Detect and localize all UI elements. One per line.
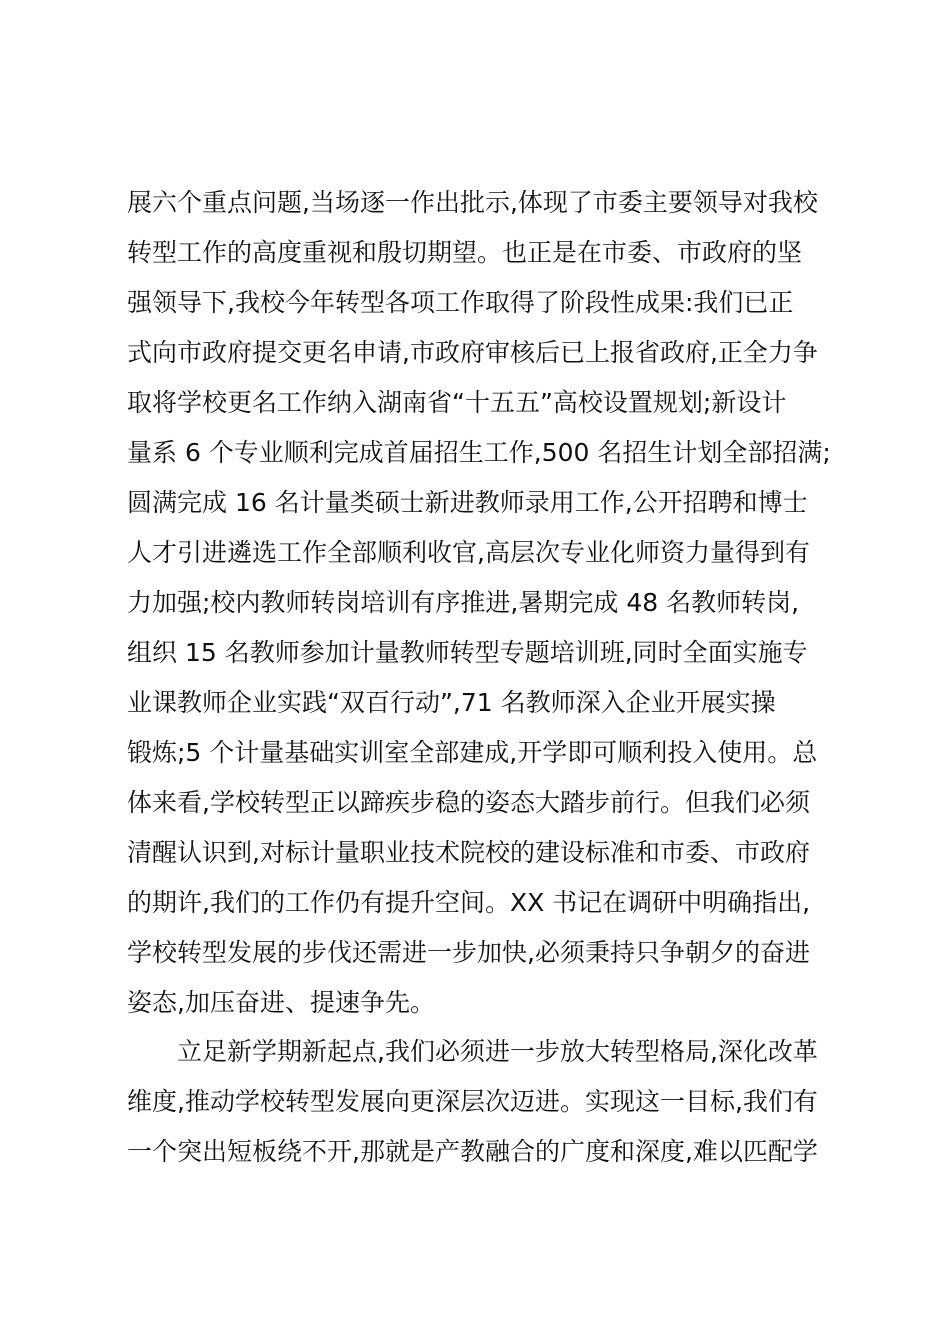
text-line: 学校转型发展的步伐还需进一步加快,必须秉持只争朝夕的奋进	[127, 938, 810, 967]
text-line: 圆满完成 16 名计量类硕士新进教师录用工作,公开招聘和博士	[127, 488, 808, 517]
text-line: 姿态,加压奋进、提速争先。	[127, 988, 435, 1017]
paragraph-2	[127, 1027, 847, 1177]
text-line: 体来看,学校转型正以蹄疾步稳的姿态大踏步前行。但我们必须	[127, 788, 810, 817]
text-line: 力加强;校内教师转岗培训有序推进,暑期完成 48 名教师转岗,	[127, 588, 800, 617]
paragraph-1	[127, 178, 847, 1028]
text-line: 锻炼;5 个计量基础实训室全部建成,开学即可顺利投入使用。总	[127, 738, 818, 767]
text-line: 组织 15 名教师参加计量教师转型专题培训班,同时全面实施专	[127, 638, 808, 667]
text-line: 维度,推动学校转型发展向更深层次迈进。实现这一目标,我们有	[127, 1087, 818, 1116]
text-line: 量系 6 个专业顺利完成首届招生工作,500 名招生计划全部招满;	[127, 438, 831, 467]
text-line: 式向市政府提交更名申请,市政府审核后已上报省政府,正全力争	[127, 338, 818, 367]
text-line: 的期许,我们的工作仍有提升空间。XX 书记在调研中明确指出,	[127, 888, 811, 917]
text-line: 业课教师企业实践“双百行动”,71 名教师深入企业开展实操	[127, 688, 776, 717]
text-line: 一个突出短板绕不开,那就是产教融合的广度和深度,难以匹配学	[127, 1137, 818, 1166]
text-line: 取将学校更名工作纳入湖南省“十五五”高校设置规划;新设计	[127, 388, 787, 417]
text-line: 立足新学期新起点,我们必须进一步放大转型格局,深化改革	[127, 1037, 818, 1066]
text-line: 转型工作的高度重视和殷切期望。也正是在市委、市政府的坚	[127, 238, 803, 267]
text-line: 清醒认识到,对标计量职业技术院校的建设标准和市委、市政府	[127, 838, 810, 867]
text-line: 展六个重点问题,当场逐一作出批示,体现了市委主要领导对我校	[127, 188, 818, 217]
text-line: 人才引进遴选工作全部顺利收官,高层次专业化师资力量得到有	[127, 538, 810, 567]
text-line: 强领导下,我校今年转型各项工作取得了阶段性成果:我们已正	[127, 288, 794, 317]
